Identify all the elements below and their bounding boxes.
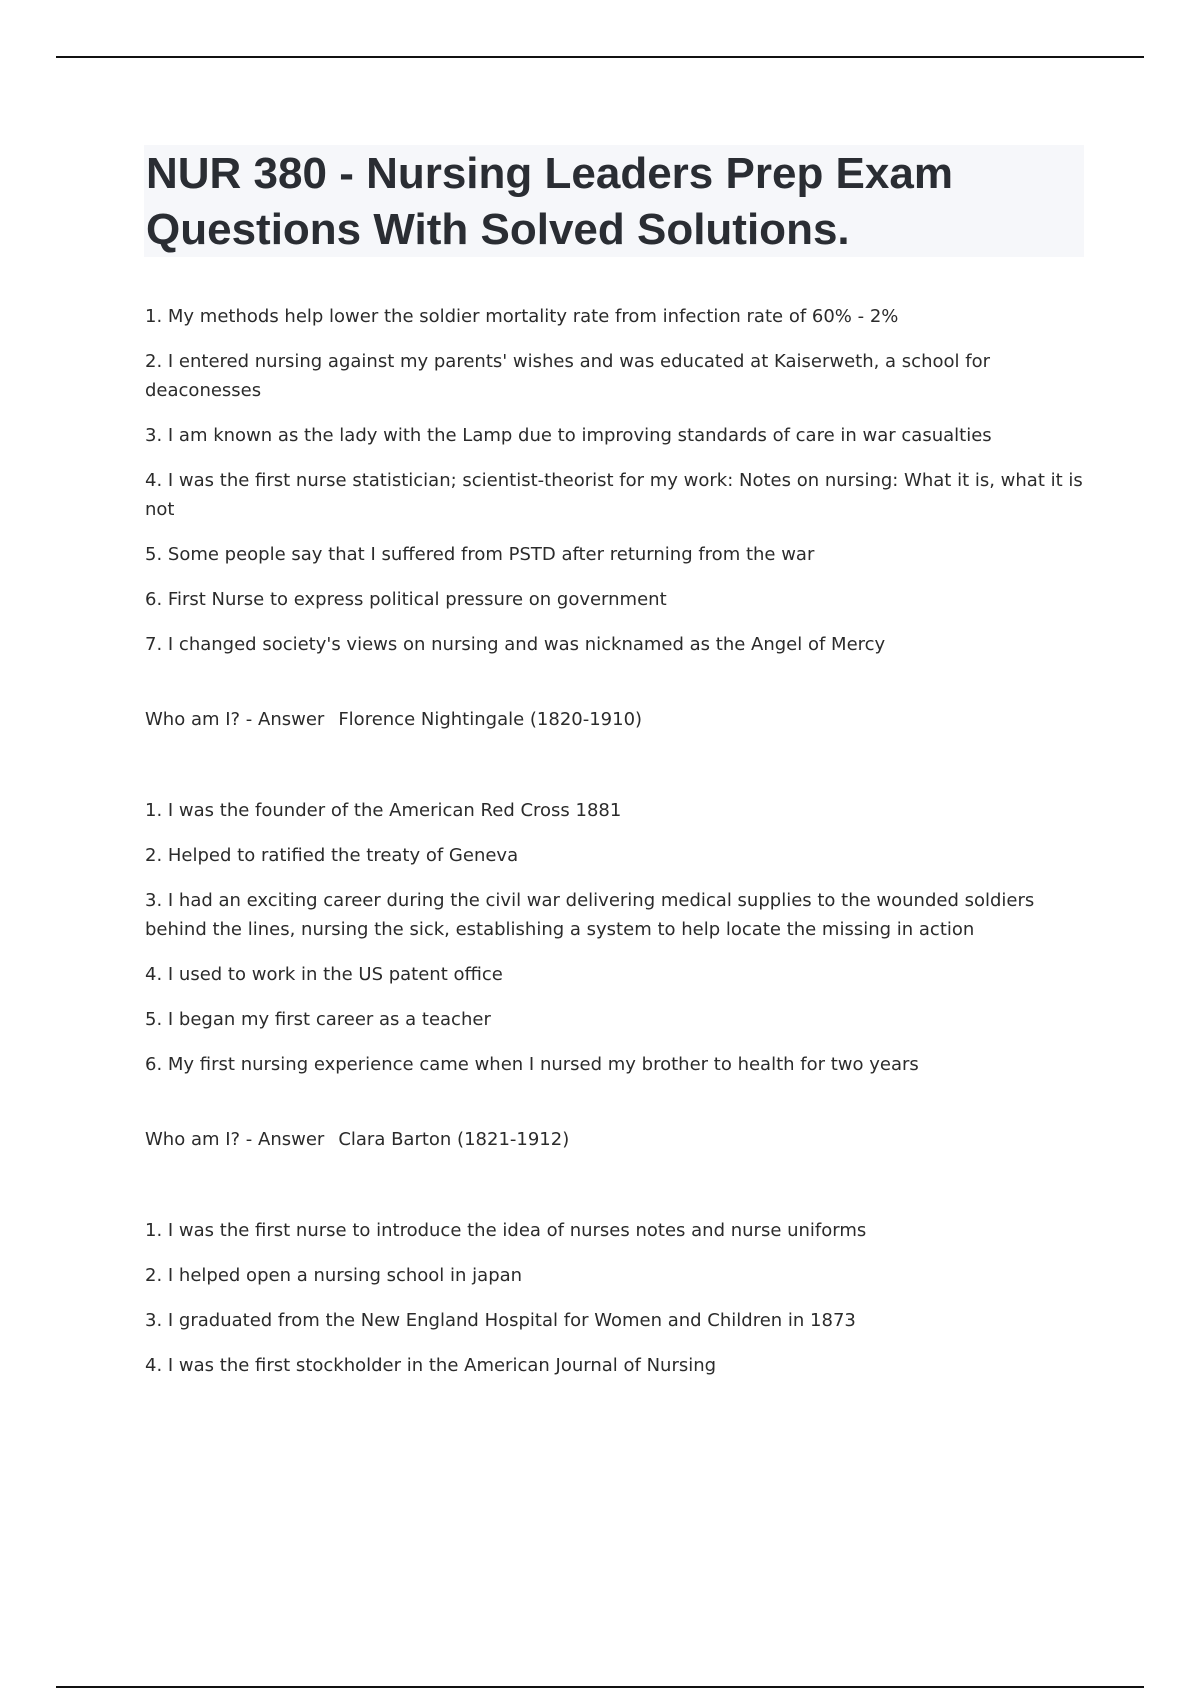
answer-line bbox=[145, 705, 1085, 734]
question-group-1 bbox=[145, 302, 1085, 734]
clue-item: 4. I was the first stockholder in the American Journal of Nursing bbox=[145, 1355, 717, 1376]
clue-item: 5. Some people say that I suffered from PSTD after returning from the war bbox=[145, 544, 815, 565]
clue-item: 4. I was the first nurse statistician; scientist-theorist for my work: Notes on nursing: What it is, what it is not bbox=[145, 470, 1083, 520]
clue-item: 1. My methods help lower the soldier mortality rate from infection rate of 60% - 2% bbox=[145, 306, 899, 327]
clue-item: 2. Helped to ratified the treaty of Geneva bbox=[145, 845, 519, 866]
answer-line bbox=[145, 1125, 1085, 1154]
answer-value: Florence Nightingale (1820-1910) bbox=[338, 709, 643, 730]
answer-question: Who am I? - Answer bbox=[145, 709, 325, 730]
clue-item: 7. I changed society's views on nursing and was nicknamed as the Angel of Mercy bbox=[145, 634, 886, 655]
answer-question: Who am I? - Answer bbox=[145, 1129, 325, 1150]
answer-value: Clara Barton (1821-1912) bbox=[338, 1129, 570, 1150]
top-divider bbox=[56, 56, 1144, 58]
clue-item: 2. I helped open a nursing school in japan bbox=[145, 1265, 523, 1286]
clue-item: 2. I entered nursing against my parents' wishes and was educated at Kaiserweth, a school for deaconesses bbox=[145, 351, 990, 401]
document-body bbox=[145, 302, 1085, 1396]
clue-item: 5. I began my first career as a teacher bbox=[145, 1009, 491, 1030]
clue-item: 3. I graduated from the New England Hospital for Women and Children in 1873 bbox=[145, 1310, 856, 1331]
bottom-divider bbox=[56, 1686, 1144, 1688]
clue-item: 3. I had an exciting career during the civil war delivering medical supplies to the wounded soldiers behind the lines, nursing the sick, establishing a system to help locate the missing in action bbox=[145, 890, 1035, 940]
question-group-3 bbox=[145, 1216, 1085, 1380]
clue-item: 6. My first nursing experience came when I nursed my brother to health for two years bbox=[145, 1054, 919, 1075]
clue-item: 4. I used to work in the US patent office bbox=[145, 964, 503, 985]
question-group-2 bbox=[145, 796, 1085, 1154]
clue-item: 6. First Nurse to express political pressure on government bbox=[145, 589, 667, 610]
clue-item: 3. I am known as the lady with the Lamp due to improving standards of care in war casualties bbox=[145, 425, 992, 446]
clue-item: 1. I was the first nurse to introduce the idea of nurses notes and nurse uniforms bbox=[145, 1220, 867, 1241]
document-title: NUR 380 - Nursing Leaders Prep Exam Questions With Solved Solutions. bbox=[146, 149, 953, 254]
clue-item: 1. I was the founder of the American Red Cross 1881 bbox=[145, 800, 622, 821]
